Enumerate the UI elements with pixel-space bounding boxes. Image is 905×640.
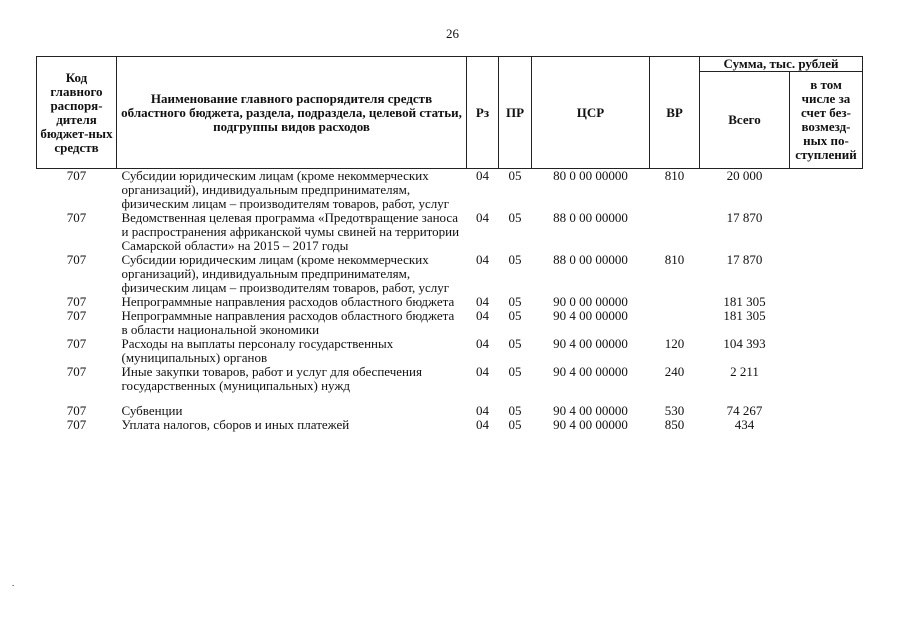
cell-vr: 120 — [664, 336, 685, 351]
cell-rz: 04 — [476, 364, 489, 379]
table-row — [37, 309, 863, 337]
cell-incl — [790, 404, 863, 418]
header-total: Всего — [700, 72, 790, 169]
cell-total: 20 000 — [726, 168, 763, 183]
cell-vr: 850 — [664, 417, 685, 432]
cell-name: Субвенции — [121, 403, 183, 418]
cell-rz: 04 — [476, 252, 489, 267]
table-body — [37, 169, 863, 433]
cell-rz: 04 — [476, 417, 489, 432]
cell-incl — [790, 365, 863, 393]
table-row — [37, 253, 863, 295]
header-incl: в том числе за счет без-возмезд-ных по-ступлений — [790, 72, 863, 169]
cell-name: Иные закупки товаров, работ и услуг для обеспечения государственных (муниципальных) нужд — [121, 364, 422, 393]
cell-pr: 05 — [508, 308, 522, 323]
cell-total: 17 870 — [726, 252, 763, 267]
table-row — [37, 365, 863, 393]
cell-pr: 05 — [508, 168, 522, 183]
cell-csr: 88 0 00 00000 — [553, 252, 628, 267]
cell-total: 104 393 — [723, 336, 766, 351]
cell-total: 74 267 — [726, 403, 763, 418]
cell-incl — [790, 337, 863, 365]
cell-code: 707 — [66, 168, 87, 183]
cell-name: Расходы на выплаты персоналу государственных (муниципальных) органов — [121, 336, 394, 365]
stray-mark: . — [12, 578, 15, 588]
cell-pr: 05 — [508, 294, 522, 309]
cell-incl — [790, 309, 863, 337]
cell-rz: 04 — [476, 308, 489, 323]
cell-rz: 04 — [476, 210, 489, 225]
cell-code: 707 — [66, 252, 87, 267]
cell-vr: 530 — [664, 403, 685, 418]
cell-code: 707 — [66, 336, 87, 351]
cell-name: Ведомственная целевая программа «Предотвращение заноса и распространения африканской чумы свиней на территории Самарской области» на 2015 – 2017 годы — [121, 210, 460, 253]
header-rz: Рз — [467, 57, 499, 169]
cell-code: 707 — [66, 403, 87, 418]
cell-incl — [790, 418, 863, 432]
cell-code: 707 — [66, 417, 87, 432]
cell-code: 707 — [66, 294, 87, 309]
cell-pr: 05 — [508, 403, 522, 418]
header-pr: ПР — [499, 57, 532, 169]
table-row — [37, 404, 863, 418]
cell-name: Уплата налогов, сборов и иных платежей — [121, 417, 350, 432]
cell-code: 707 — [66, 308, 87, 323]
table-row — [37, 337, 863, 365]
table-row — [37, 169, 863, 212]
cell-pr: 05 — [508, 252, 522, 267]
table-row — [37, 418, 863, 432]
cell-rz: 04 — [476, 168, 489, 183]
cell-rz: 04 — [476, 403, 489, 418]
header-vr: ВР — [650, 57, 700, 169]
cell-vr — [650, 309, 700, 337]
budget-table — [36, 56, 863, 432]
cell-pr: 05 — [508, 210, 522, 225]
header-csr: ЦСР — [532, 57, 650, 169]
cell-vr: 240 — [664, 364, 685, 379]
cell-csr: 90 0 00 00000 — [553, 294, 628, 309]
cell-name: Субсидии юридическим лицам (кроме некоммерческих организаций), индивидуальным предпринимателям, физическим лицам – производителям товаров, работ, услуг — [121, 252, 450, 295]
cell-total: 434 — [734, 417, 755, 432]
cell-total: 17 870 — [726, 210, 763, 225]
cell-incl — [790, 253, 863, 295]
cell-csr: 90 4 00 00000 — [553, 308, 628, 323]
cell-incl — [790, 211, 863, 253]
cell-incl — [790, 169, 863, 212]
cell-code: 707 — [66, 364, 87, 379]
cell-pr: 05 — [508, 336, 522, 351]
cell-total: 181 305 — [723, 308, 766, 323]
cell-pr: 05 — [508, 364, 522, 379]
page-number: 26 — [446, 26, 459, 41]
cell-name: Непрограммные направления расходов областного бюджета в области национальной экономики — [121, 308, 455, 337]
cell-csr: 80 0 00 00000 — [553, 168, 628, 183]
cell-vr: 810 — [664, 252, 685, 267]
cell-vr: 810 — [664, 168, 685, 183]
cell-incl — [790, 295, 863, 309]
cell-csr: 90 4 00 00000 — [553, 417, 628, 432]
cell-csr: 90 4 00 00000 — [553, 336, 628, 351]
header-name: Наименование главного распорядителя средств областного бюджета, раздела, подраздела, целевой статьи, подгруппы видов расходов — [117, 57, 467, 169]
cell-code: 707 — [66, 210, 87, 225]
cell-total: 181 305 — [723, 294, 766, 309]
table-row — [37, 295, 863, 309]
header-code: Код главного распоря-дителя бюджет-ных средств — [37, 57, 117, 169]
cell-vr — [650, 295, 700, 309]
cell-rz: 04 — [476, 294, 489, 309]
cell-vr — [650, 211, 700, 253]
cell-pr: 05 — [508, 417, 522, 432]
cell-rz: 04 — [476, 336, 489, 351]
cell-csr: 90 4 00 00000 — [553, 403, 628, 418]
cell-csr: 88 0 00 00000 — [553, 210, 628, 225]
table-row — [37, 211, 863, 253]
cell-name: Субсидии юридическим лицам (кроме некоммерческих организаций), индивидуальным предпринимателям, физическим лицам – производителям товаров, работ, услуг — [121, 168, 450, 211]
header-sum: Сумма, тыс. рублей — [700, 57, 863, 72]
cell-name: Непрограммные направления расходов областного бюджета — [121, 294, 455, 309]
cell-csr: 90 4 00 00000 — [553, 364, 628, 379]
cell-total: 2 211 — [730, 364, 759, 379]
